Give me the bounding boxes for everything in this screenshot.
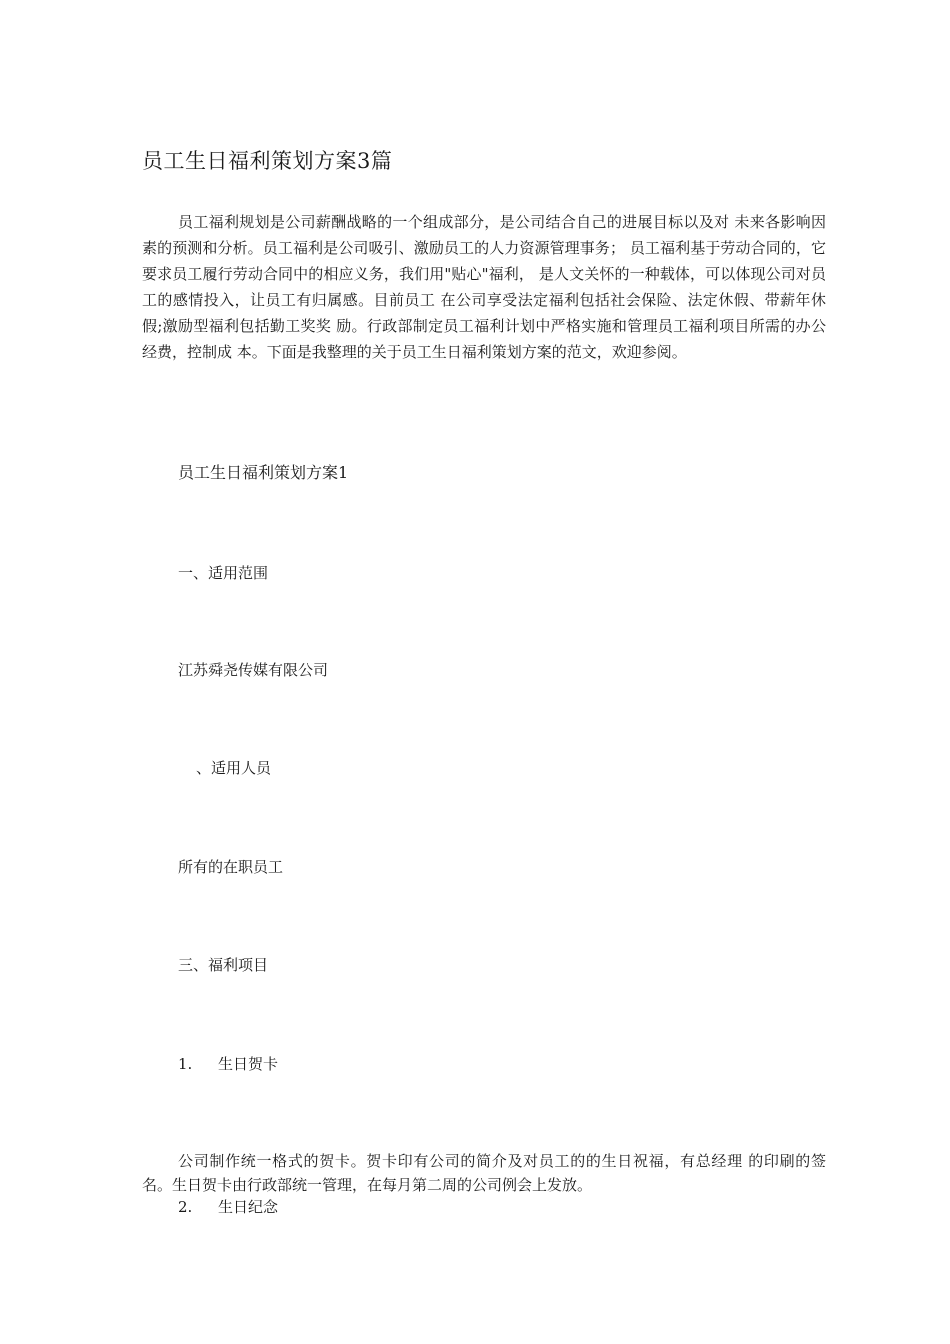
intro-paragraph: 员工福利规划是公司薪酬战略的一个组成部分，是公司结合自己的进展目标以及对 未来各影响因素的预测和分析。员工福利是公司吸引、激励员工的人力资源管理事务； 员工福利基于劳动合同的，它要求员工履行劳动合同中的相应义务，我们用"贴心"福利， 是人文关怀的一种载体，可以体现公司对员工的感情投入，让员工有归属感。目前员工 在公司享受法定福利包括社会保险、法定休假、带薪年休假;激励型福利包括勤工奖奖 励。行政部制定员工福利计划中严格实施和管理员工福利项目所需的办公经费，控制成 本。下面是我整理的关于员工生日福利策划方案的范文，欢迎参阅。	[142, 213, 826, 361]
section-heading-benefits: 三、福利项目	[178, 956, 269, 974]
list-item-birthday-card	[178, 1053, 278, 1075]
birthday-card-paragraph: 公司制作统一格式的贺卡。贺卡印有公司的简介及对员工的的生日祝福，有总经理 的印刷的签名。生日贺卡由行政部统一管理，在每月第二周的公司例会上发放。	[142, 1152, 826, 1194]
section-content-staff: 所有的在职员工	[178, 858, 284, 876]
plan-subtitle: 员工生日福利策划方案1	[178, 463, 349, 482]
list-item-birthday-gift	[178, 1196, 278, 1218]
section-heading-personnel-text: 、适用人员	[196, 759, 272, 777]
list-item-number: 2.	[178, 1198, 193, 1216]
section-heading-scope: 一、适用范围	[178, 564, 269, 582]
section-heading-personnel	[178, 757, 271, 779]
section-content-company: 江苏舜尧传媒有限公司	[178, 661, 329, 679]
list-item-label: 生日纪念	[218, 1198, 279, 1216]
list-item-number: 1.	[178, 1055, 193, 1073]
document-title: 员工生日福利策划方案3篇	[142, 149, 393, 173]
list-item-label: 生日贺卡	[218, 1055, 279, 1073]
